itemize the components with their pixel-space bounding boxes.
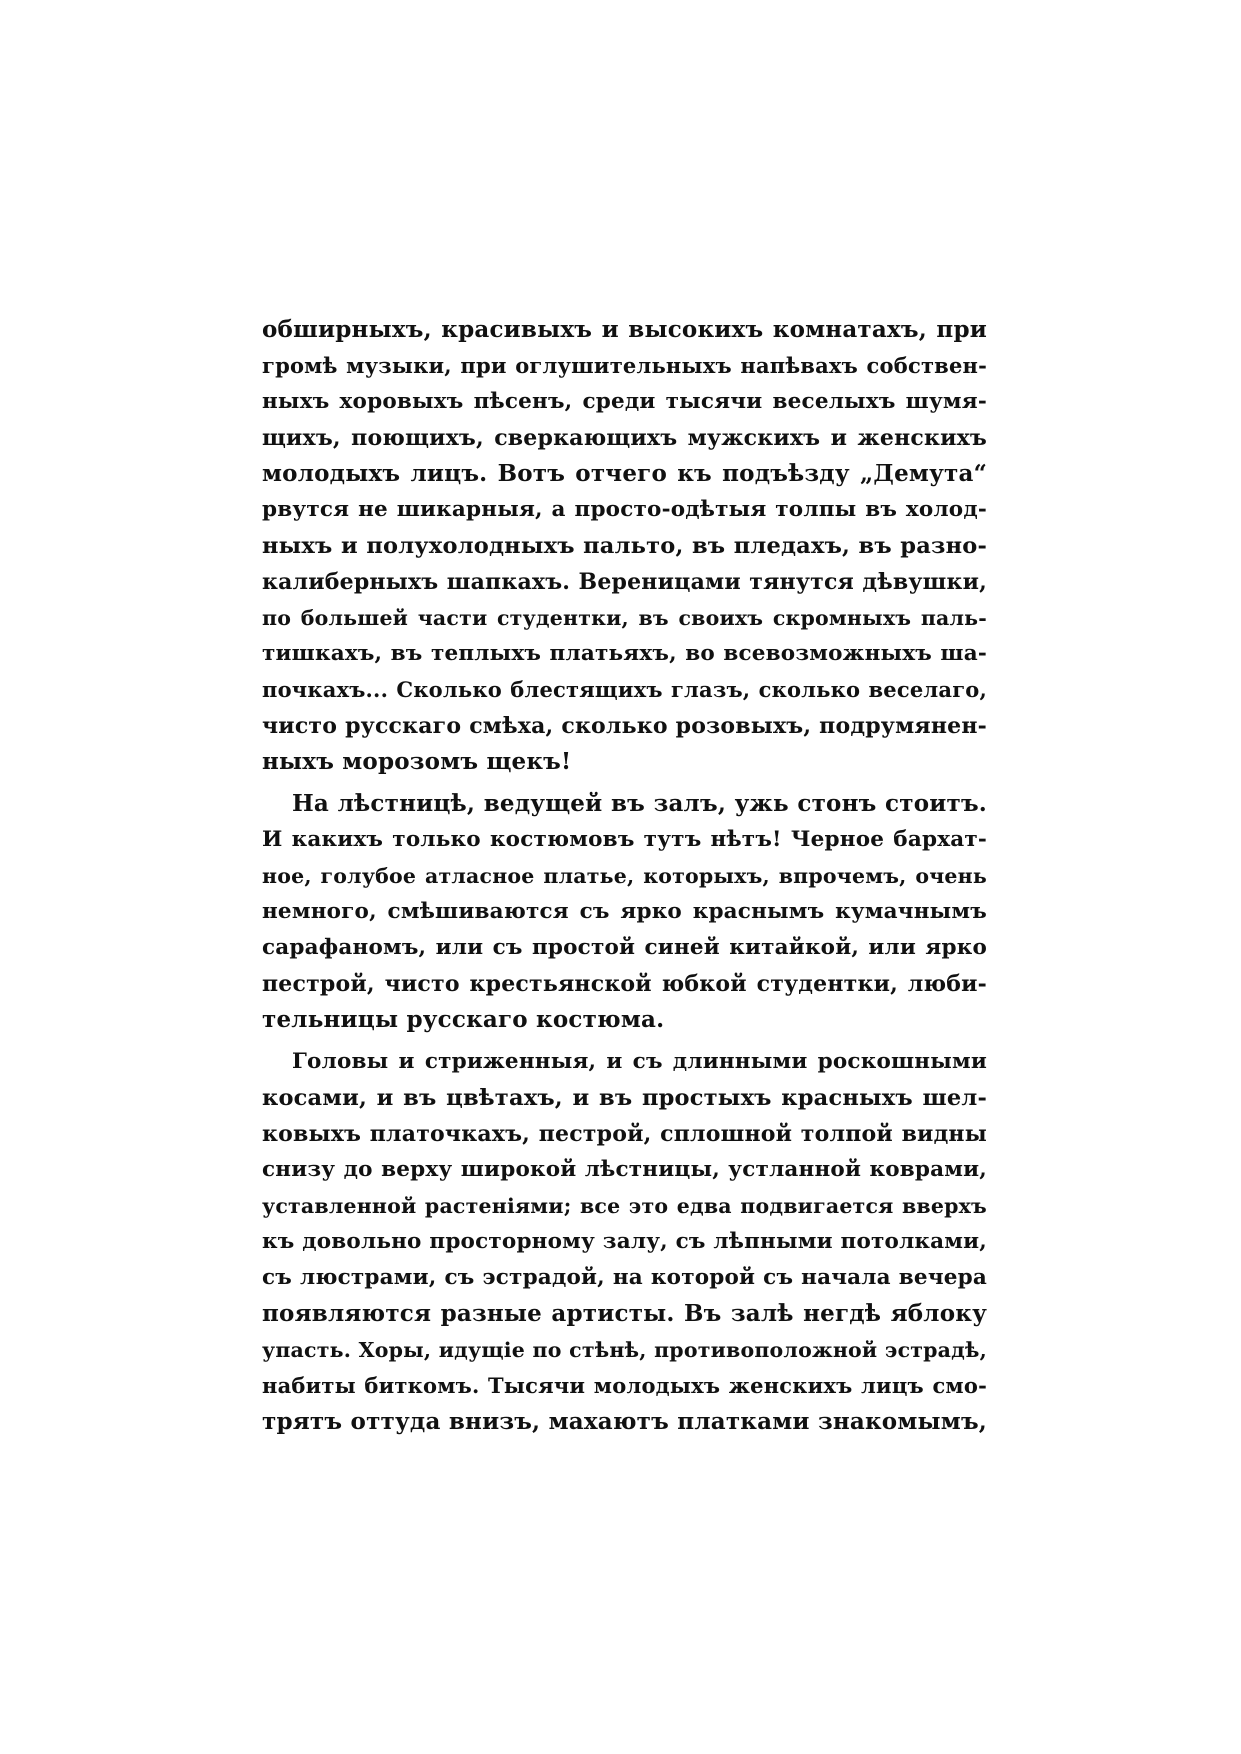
text-line: обширныхъ, красивыхъ и высокихъ комнатахъ, при xyxy=(262,316,987,343)
text-line: тельницы русскаго костюма. xyxy=(262,1006,665,1033)
paragraph-2 xyxy=(262,786,987,1038)
text-line: И какихъ только костюмовъ тутъ нѣтъ! Черное бархат- xyxy=(262,827,987,852)
text-line: появляются разные артисты. Въ залѣ негдѣ яблоку xyxy=(262,1300,987,1327)
text-line: чисто русскаго смѣха, сколько розовыхъ, подрумянен- xyxy=(262,713,987,739)
text-line: громѣ музыки, при оглушительныхъ напѣвахъ собствен- xyxy=(262,353,987,378)
text-line: ныхъ и полухолодныхъ пальто, въ пледахъ, въ разно- xyxy=(262,533,987,559)
text-line: косами, и въ цвѣтахъ, и въ простыхъ красныхъ шел- xyxy=(262,1085,987,1111)
text-line: къ довольно просторному залу, съ лѣпными потолками, xyxy=(262,1229,987,1254)
paragraph-3 xyxy=(262,1044,987,1440)
text-line: щихъ, поющихъ, сверкающихъ мужскихъ и женскихъ xyxy=(262,425,987,451)
text-line: по большей части студентки, въ своихъ скромныхъ паль- xyxy=(262,606,987,630)
text-line: Головы и стриженныя, и съ длинными роскошными xyxy=(292,1049,987,1074)
text-line: снизу до верху широкой лѣстницы, устланной коврами, xyxy=(262,1157,987,1182)
text-line: ное, голубое атласное платье, которыхъ, впрочемъ, очень xyxy=(262,864,987,888)
text-line: упасть. Хоры, идущіе по стѣнѣ, противоположной эстрадѣ, xyxy=(262,1338,987,1362)
page-text xyxy=(262,312,987,1440)
text-line: трятъ оттуда внизъ, махаютъ платками знакомымъ, xyxy=(262,1408,987,1435)
text-line: калиберныхъ шапкахъ. Вереницами тянутся дѣвушки, xyxy=(262,569,987,595)
text-line: уставленной растеніями; все это едва подвигается вверхъ xyxy=(262,1194,987,1218)
text-line: На лѣстницѣ, ведущей въ залъ, ужь стонъ стоитъ. xyxy=(292,790,987,817)
text-line: почкахъ... Сколько блестящихъ глазъ, сколько веселаго, xyxy=(262,677,987,702)
text-line: сарафаномъ, или съ простой синей китайкой, или ярко xyxy=(262,935,987,960)
text-line: ныхъ хоровыхъ пѣсенъ, среди тысячи веселыхъ шумя- xyxy=(262,389,987,414)
text-line: ныхъ морозомъ щекъ! xyxy=(262,748,572,775)
text-line: молодыхъ лицъ. Вотъ отчего къ подъѣзду „Демута“ xyxy=(262,460,987,487)
text-line: ковыхъ платочкахъ, пестрой, сплошной толпой видны xyxy=(262,1121,987,1147)
text-line: пестрой, чисто крестьянской юбкой студентки, люби- xyxy=(262,971,987,997)
paragraph-1 xyxy=(262,312,987,780)
text-line: съ люстрами, съ эстрадой, на которой съ начала вечера xyxy=(262,1265,987,1290)
text-line: немного, смѣшиваются съ ярко краснымъ кумачнымъ xyxy=(262,899,987,924)
text-line: набиты биткомъ. Тысячи молодыхъ женскихъ лицъ смо- xyxy=(262,1373,987,1398)
text-line: рвутся не шикарныя, а просто-одѣтыя толпы въ холод- xyxy=(262,497,987,522)
text-line: тишкахъ, въ теплыхъ платьяхъ, во всевозможныхъ ша- xyxy=(262,641,987,666)
